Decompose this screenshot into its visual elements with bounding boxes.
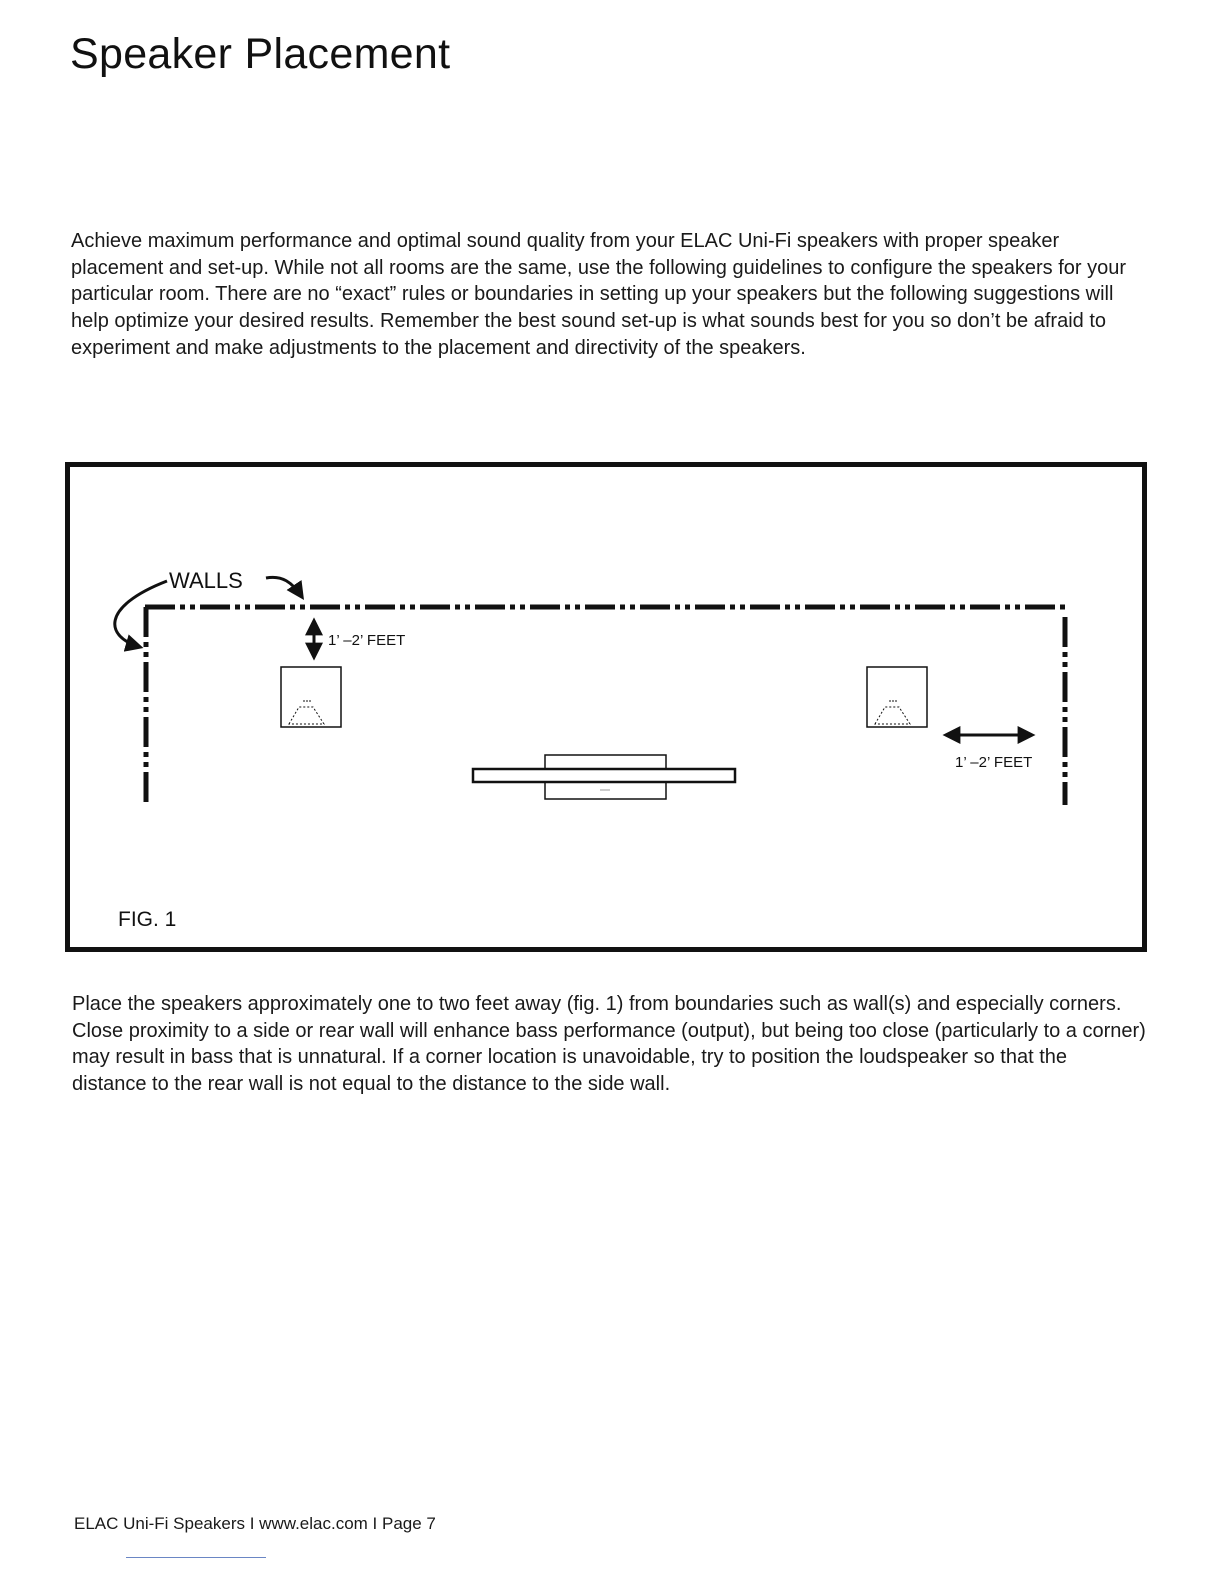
side-distance-label: 1’ –2’ FEET <box>955 754 1033 771</box>
intro-paragraph: Achieve maximum performance and optimal sound quality from your ELAC Uni-Fi speakers with proper speaker placement and set-up. While not all rooms are the same, use the following guidelines to configure the speakers for your particular room. There are no “exact” rules or boundaries in setting up your speakers but the following suggestions will help optimize your desired results. Remember the best sound set-up is what sounds best for you so don’t be afraid to experiment and make adjustments to the placement and directivity of the speakers. <box>71 230 1127 359</box>
page-footer: ELAC Uni-Fi Speakers I www.elac.com I Page 7 <box>74 1514 436 1533</box>
footer-rule <box>126 1557 266 1558</box>
walls-arrow-right <box>266 577 302 597</box>
figure-caption: FIG. 1 <box>118 908 177 931</box>
walls-arrow-left <box>115 581 167 647</box>
left-speaker <box>281 667 341 727</box>
rear-distance-label: 1’ –2’ FEET <box>328 632 406 649</box>
walls-label: WALLS <box>169 568 243 593</box>
room-diagram <box>70 467 1142 947</box>
figure-1 <box>65 462 1147 952</box>
page-title: Speaker Placement <box>70 30 451 78</box>
right-speaker <box>867 667 927 727</box>
placement-paragraph: Place the speakers approximately one to two feet away (fig. 1) from boundaries such as wall(s) and especially corners. Close proximity to a side or rear wall will enhance bass performance (output), but being too close (particularly to a corner) may result in bass that is unnatural. If a corner location is unavoidable, try to position the loudspeaker so that the distance to the rear wall is not equal to the distance to the side wall. <box>72 993 1146 1096</box>
tv-console <box>473 755 735 799</box>
